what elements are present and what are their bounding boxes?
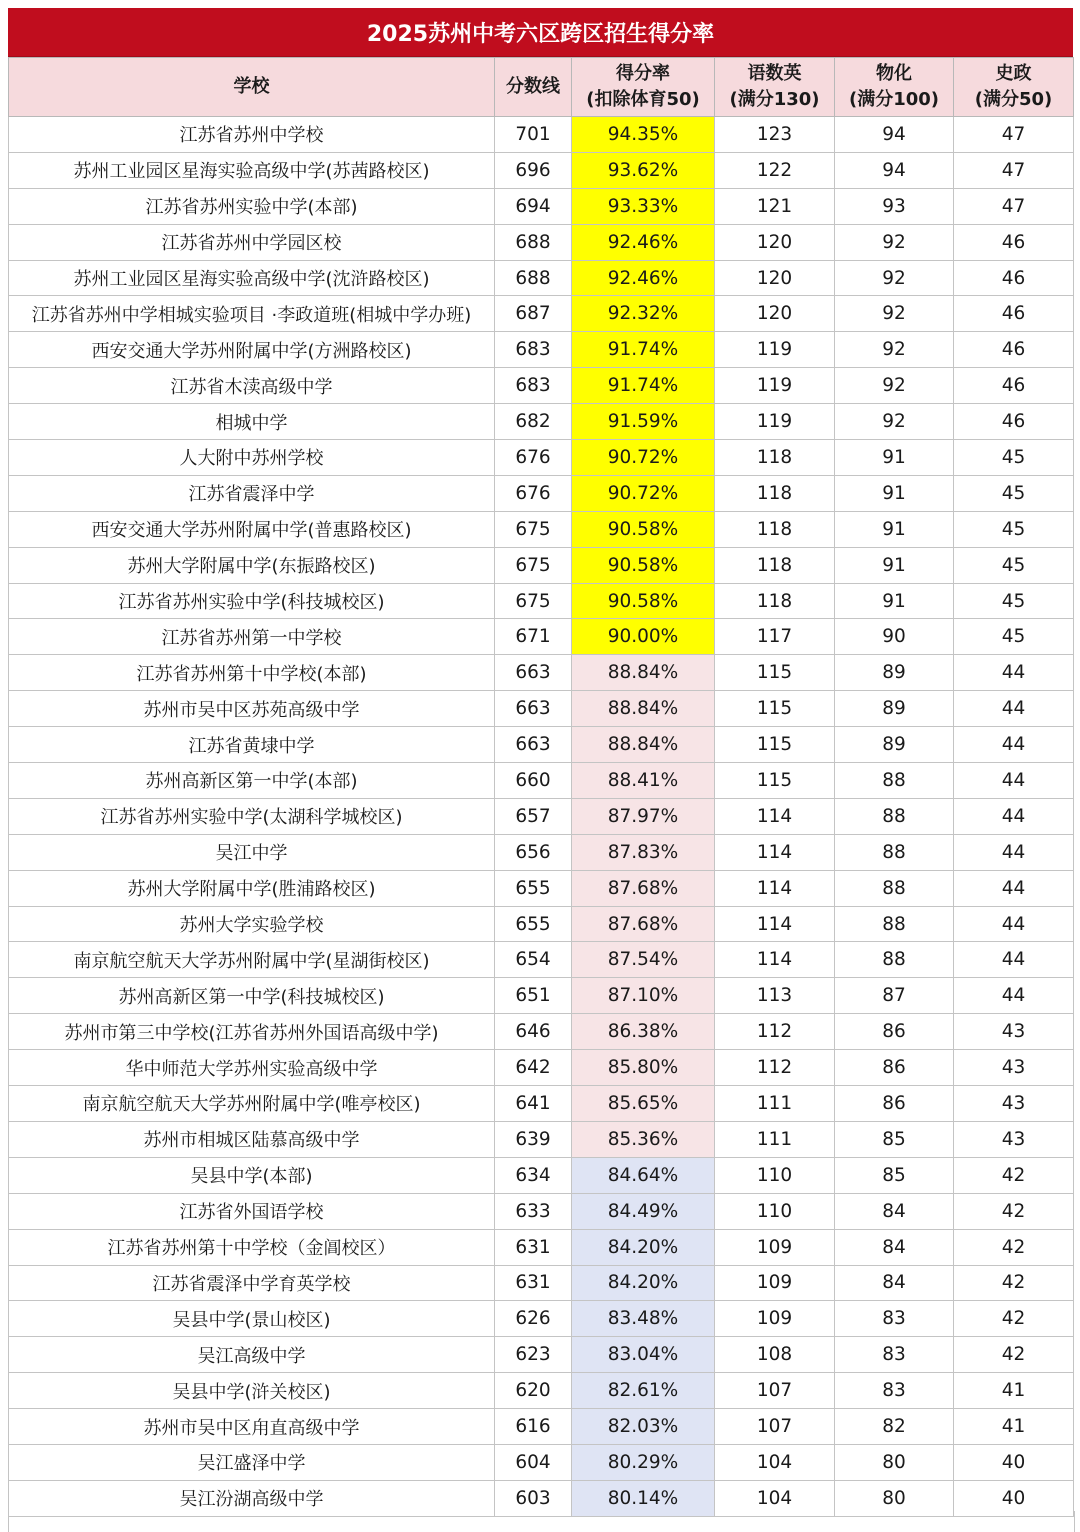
chinese-math-english-cell: 118 — [715, 440, 835, 476]
score-cell: 654 — [495, 942, 572, 978]
physics-chemistry-cell: 84 — [835, 1265, 954, 1301]
school-cell: 南京航空航天大学苏州附属中学(星湖街校区) — [9, 942, 495, 978]
history-politics-cell: 44 — [954, 655, 1074, 691]
history-politics-cell: 42 — [954, 1229, 1074, 1265]
chinese-math-english-cell: 115 — [715, 655, 835, 691]
physics-chemistry-cell: 93 — [835, 188, 954, 224]
chinese-math-english-cell: 109 — [715, 1301, 835, 1337]
physics-chemistry-cell: 86 — [835, 1050, 954, 1086]
table-row — [9, 296, 1074, 332]
history-politics-cell: 45 — [954, 619, 1074, 655]
header-row — [9, 58, 1074, 117]
chinese-math-english-cell: 108 — [715, 1337, 835, 1373]
history-politics-cell: 44 — [954, 978, 1074, 1014]
rate-cell: 84.49% — [572, 1193, 715, 1229]
header-score: 分数线 — [495, 58, 572, 117]
score-cell: 603 — [495, 1480, 572, 1516]
table-row — [9, 404, 1074, 440]
history-politics-cell: 43 — [954, 1014, 1074, 1050]
history-politics-cell: 46 — [954, 368, 1074, 404]
chinese-math-english-cell: 114 — [715, 798, 835, 834]
history-politics-cell: 43 — [954, 1086, 1074, 1122]
chinese-math-english-cell: 114 — [715, 834, 835, 870]
table-row — [9, 1373, 1074, 1409]
school-cell: 吴江盛泽中学 — [9, 1444, 495, 1480]
rate-cell: 88.41% — [572, 763, 715, 799]
chinese-math-english-cell: 110 — [715, 1157, 835, 1193]
table-row — [9, 727, 1074, 763]
history-politics-cell: 42 — [954, 1193, 1074, 1229]
header-chinese-math-english — [715, 58, 835, 117]
score-cell: 616 — [495, 1409, 572, 1445]
history-politics-cell: 44 — [954, 942, 1074, 978]
chinese-math-english-cell: 120 — [715, 296, 835, 332]
score-cell: 701 — [495, 117, 572, 153]
header-history-politics — [954, 58, 1074, 117]
history-politics-cell: 46 — [954, 404, 1074, 440]
school-cell: 江苏省外国语学校 — [9, 1193, 495, 1229]
school-cell: 江苏省木渎高级中学 — [9, 368, 495, 404]
table-row — [9, 1301, 1074, 1337]
table-row — [9, 1014, 1074, 1050]
rate-cell: 83.48% — [572, 1301, 715, 1337]
table-row — [9, 834, 1074, 870]
table-row — [9, 511, 1074, 547]
table-row — [9, 547, 1074, 583]
physics-chemistry-cell: 80 — [835, 1480, 954, 1516]
history-politics-cell: 46 — [954, 332, 1074, 368]
table-title: 2025苏州中考六区跨区招生得分率 — [8, 8, 1073, 57]
score-table — [8, 57, 1074, 1517]
header-hp-line2: (满分50) — [974, 89, 1053, 110]
school-cell: 苏州市吴中区苏苑高级中学 — [9, 691, 495, 727]
chinese-math-english-cell: 112 — [715, 1050, 835, 1086]
physics-chemistry-cell: 84 — [835, 1193, 954, 1229]
school-cell: 吴江中学 — [9, 834, 495, 870]
chinese-math-english-cell: 120 — [715, 260, 835, 296]
rate-cell: 90.72% — [572, 475, 715, 511]
rate-cell: 92.32% — [572, 296, 715, 332]
score-cell: 646 — [495, 1014, 572, 1050]
history-politics-cell: 44 — [954, 906, 1074, 942]
physics-chemistry-cell: 83 — [835, 1337, 954, 1373]
rate-cell: 85.36% — [572, 1121, 715, 1157]
rate-cell: 91.74% — [572, 368, 715, 404]
table-body — [9, 117, 1074, 1517]
chinese-math-english-cell: 115 — [715, 727, 835, 763]
physics-chemistry-cell: 94 — [835, 152, 954, 188]
rate-cell: 83.04% — [572, 1337, 715, 1373]
rate-cell: 87.97% — [572, 798, 715, 834]
school-cell: 西安交通大学苏州附属中学(普惠路校区) — [9, 511, 495, 547]
rate-cell: 87.68% — [572, 870, 715, 906]
school-cell: 江苏省苏州第十中学校（金阊校区） — [9, 1229, 495, 1265]
history-politics-cell: 44 — [954, 763, 1074, 799]
physics-chemistry-cell: 88 — [835, 798, 954, 834]
physics-chemistry-cell: 85 — [835, 1121, 954, 1157]
history-politics-cell: 40 — [954, 1444, 1074, 1480]
physics-chemistry-cell: 89 — [835, 691, 954, 727]
rate-cell: 93.62% — [572, 152, 715, 188]
chinese-math-english-cell: 118 — [715, 547, 835, 583]
physics-chemistry-cell: 82 — [835, 1409, 954, 1445]
table-row — [9, 870, 1074, 906]
rate-cell: 80.29% — [572, 1444, 715, 1480]
history-politics-cell: 41 — [954, 1409, 1074, 1445]
table-row — [9, 655, 1074, 691]
table-row — [9, 1265, 1074, 1301]
header-pc-line2: (满分100) — [848, 89, 940, 110]
chinese-math-english-cell: 118 — [715, 511, 835, 547]
chinese-math-english-cell: 104 — [715, 1444, 835, 1480]
history-politics-cell: 45 — [954, 583, 1074, 619]
score-cell: 682 — [495, 404, 572, 440]
chinese-math-english-cell: 119 — [715, 404, 835, 440]
history-politics-cell: 42 — [954, 1265, 1074, 1301]
table-row — [9, 1409, 1074, 1445]
score-cell: 676 — [495, 440, 572, 476]
school-cell: 江苏省苏州中学相城实验项目 ·李政道班(相城中学办班) — [9, 296, 495, 332]
score-cell: 641 — [495, 1086, 572, 1122]
history-politics-cell: 41 — [954, 1373, 1074, 1409]
chinese-math-english-cell: 119 — [715, 332, 835, 368]
score-cell: 683 — [495, 368, 572, 404]
chinese-math-english-cell: 104 — [715, 1480, 835, 1516]
header-pc-line1: 物化 — [876, 63, 912, 84]
school-cell: 江苏省苏州第一中学校 — [9, 619, 495, 655]
table-row — [9, 1050, 1074, 1086]
history-politics-cell: 46 — [954, 260, 1074, 296]
history-politics-cell: 47 — [954, 188, 1074, 224]
table-row — [9, 1121, 1074, 1157]
chinese-math-english-cell: 109 — [715, 1229, 835, 1265]
chinese-math-english-cell: 114 — [715, 906, 835, 942]
physics-chemistry-cell: 86 — [835, 1086, 954, 1122]
rate-cell: 93.33% — [572, 188, 715, 224]
score-cell: 639 — [495, 1121, 572, 1157]
history-politics-cell: 43 — [954, 1050, 1074, 1086]
chinese-math-english-cell: 115 — [715, 763, 835, 799]
header-school: 学校 — [9, 58, 495, 117]
score-cell: 634 — [495, 1157, 572, 1193]
school-cell: 江苏省震泽中学育英学校 — [9, 1265, 495, 1301]
score-cell: 656 — [495, 834, 572, 870]
score-cell: 675 — [495, 511, 572, 547]
school-cell: 苏州高新区第一中学(科技城校区) — [9, 978, 495, 1014]
school-cell: 吴县中学(浒关校区) — [9, 1373, 495, 1409]
chinese-math-english-cell: 121 — [715, 188, 835, 224]
physics-chemistry-cell: 91 — [835, 440, 954, 476]
chinese-math-english-cell: 109 — [715, 1265, 835, 1301]
school-cell: 吴县中学(本部) — [9, 1157, 495, 1193]
history-politics-cell: 42 — [954, 1337, 1074, 1373]
history-politics-cell: 42 — [954, 1301, 1074, 1337]
header-physics-chemistry — [835, 58, 954, 117]
score-cell: 626 — [495, 1301, 572, 1337]
rate-cell: 91.59% — [572, 404, 715, 440]
physics-chemistry-cell: 91 — [835, 583, 954, 619]
rate-cell: 90.58% — [572, 547, 715, 583]
rate-cell: 90.72% — [572, 440, 715, 476]
physics-chemistry-cell: 90 — [835, 619, 954, 655]
table-row — [9, 117, 1074, 153]
school-cell: 华中师范大学苏州实验高级中学 — [9, 1050, 495, 1086]
rate-cell: 85.65% — [572, 1086, 715, 1122]
rate-cell: 92.46% — [572, 224, 715, 260]
score-cell: 687 — [495, 296, 572, 332]
rate-cell: 84.20% — [572, 1229, 715, 1265]
physics-chemistry-cell: 88 — [835, 834, 954, 870]
chinese-math-english-cell: 114 — [715, 870, 835, 906]
history-politics-cell: 44 — [954, 834, 1074, 870]
school-cell: 苏州大学实验学校 — [9, 906, 495, 942]
rate-cell: 90.58% — [572, 583, 715, 619]
physics-chemistry-cell: 89 — [835, 727, 954, 763]
score-cell: 688 — [495, 260, 572, 296]
physics-chemistry-cell: 91 — [835, 511, 954, 547]
chinese-math-english-cell: 111 — [715, 1121, 835, 1157]
score-cell: 631 — [495, 1265, 572, 1301]
rate-cell: 80.14% — [572, 1480, 715, 1516]
school-cell: 吴县中学(景山校区) — [9, 1301, 495, 1337]
school-cell: 相城中学 — [9, 404, 495, 440]
physics-chemistry-cell: 92 — [835, 260, 954, 296]
school-cell: 吴江高级中学 — [9, 1337, 495, 1373]
rate-cell: 87.68% — [572, 906, 715, 942]
header-hp-line1: 史政 — [995, 63, 1032, 84]
physics-chemistry-cell: 80 — [835, 1444, 954, 1480]
school-cell: 苏州工业园区星海实验高级中学(苏茜路校区) — [9, 152, 495, 188]
table-row — [9, 152, 1074, 188]
table-row — [9, 691, 1074, 727]
history-politics-cell: 44 — [954, 727, 1074, 763]
table-row — [9, 798, 1074, 834]
history-politics-cell: 45 — [954, 475, 1074, 511]
table-row — [9, 906, 1074, 942]
table-row — [9, 583, 1074, 619]
chinese-math-english-cell: 114 — [715, 942, 835, 978]
physics-chemistry-cell: 92 — [835, 296, 954, 332]
physics-chemistry-cell: 92 — [835, 368, 954, 404]
school-cell: 江苏省苏州中学校 — [9, 117, 495, 153]
score-cell: 623 — [495, 1337, 572, 1373]
chinese-math-english-cell: 115 — [715, 691, 835, 727]
history-politics-cell: 45 — [954, 547, 1074, 583]
rate-cell: 87.83% — [572, 834, 715, 870]
physics-chemistry-cell: 83 — [835, 1301, 954, 1337]
rate-cell: 87.54% — [572, 942, 715, 978]
table-row — [9, 368, 1074, 404]
school-cell: 江苏省黄埭中学 — [9, 727, 495, 763]
score-cell: 683 — [495, 332, 572, 368]
school-cell: 苏州市吴中区甪直高级中学 — [9, 1409, 495, 1445]
rate-cell: 85.80% — [572, 1050, 715, 1086]
school-cell: 苏州大学附属中学(东振路校区) — [9, 547, 495, 583]
table-row — [9, 978, 1074, 1014]
school-cell: 江苏省苏州中学园区校 — [9, 224, 495, 260]
chinese-math-english-cell: 113 — [715, 978, 835, 1014]
rate-cell: 82.03% — [572, 1409, 715, 1445]
school-cell: 江苏省苏州第十中学校(本部) — [9, 655, 495, 691]
history-politics-cell: 43 — [954, 1121, 1074, 1157]
score-cell: 604 — [495, 1444, 572, 1480]
physics-chemistry-cell: 88 — [835, 870, 954, 906]
physics-chemistry-cell: 88 — [835, 906, 954, 942]
table-row — [9, 224, 1074, 260]
rate-cell: 84.64% — [572, 1157, 715, 1193]
score-cell: 655 — [495, 870, 572, 906]
school-cell: 江苏省苏州实验中学(科技城校区) — [9, 583, 495, 619]
table-row — [9, 1444, 1074, 1480]
chinese-math-english-cell: 111 — [715, 1086, 835, 1122]
physics-chemistry-cell: 89 — [835, 655, 954, 691]
rate-cell: 84.20% — [572, 1265, 715, 1301]
header-rate — [572, 58, 715, 117]
table-row — [9, 1086, 1074, 1122]
score-cell: 688 — [495, 224, 572, 260]
rate-cell: 90.58% — [572, 511, 715, 547]
physics-chemistry-cell: 94 — [835, 117, 954, 153]
rate-cell: 88.84% — [572, 655, 715, 691]
history-politics-cell: 46 — [954, 224, 1074, 260]
score-cell: 675 — [495, 583, 572, 619]
school-cell: 苏州工业园区星海实验高级中学(沈浒路校区) — [9, 260, 495, 296]
school-cell: 苏州大学附属中学(胜浦路校区) — [9, 870, 495, 906]
history-politics-cell: 44 — [954, 798, 1074, 834]
history-politics-cell: 42 — [954, 1157, 1074, 1193]
school-cell: 江苏省苏州实验中学(太湖科学城校区) — [9, 798, 495, 834]
score-cell: 663 — [495, 691, 572, 727]
score-cell: 633 — [495, 1193, 572, 1229]
score-cell: 676 — [495, 475, 572, 511]
chinese-math-english-cell: 107 — [715, 1409, 835, 1445]
header-cme-line1: 语数英 — [747, 63, 802, 84]
chinese-math-english-cell: 110 — [715, 1193, 835, 1229]
chinese-math-english-cell: 122 — [715, 152, 835, 188]
rate-cell: 91.74% — [572, 332, 715, 368]
table-row — [9, 440, 1074, 476]
score-cell: 631 — [495, 1229, 572, 1265]
score-cell: 651 — [495, 978, 572, 1014]
table-row — [9, 475, 1074, 511]
school-cell: 人大附中苏州学校 — [9, 440, 495, 476]
score-cell: 642 — [495, 1050, 572, 1086]
chinese-math-english-cell: 117 — [715, 619, 835, 655]
school-cell: 苏州高新区第一中学(本部) — [9, 763, 495, 799]
rate-cell: 82.61% — [572, 1373, 715, 1409]
score-cell: 696 — [495, 152, 572, 188]
school-cell: 吴江汾湖高级中学 — [9, 1480, 495, 1516]
physics-chemistry-cell: 85 — [835, 1157, 954, 1193]
rate-cell: 88.84% — [572, 691, 715, 727]
chinese-math-english-cell: 107 — [715, 1373, 835, 1409]
physics-chemistry-cell: 92 — [835, 404, 954, 440]
score-cell: 657 — [495, 798, 572, 834]
score-table-sheet — [8, 8, 1073, 1517]
rate-cell: 94.35% — [572, 117, 715, 153]
physics-chemistry-cell: 92 — [835, 332, 954, 368]
school-cell: 南京航空航天大学苏州附属中学(唯亭校区) — [9, 1086, 495, 1122]
score-cell: 671 — [495, 619, 572, 655]
physics-chemistry-cell: 88 — [835, 763, 954, 799]
score-cell: 663 — [495, 655, 572, 691]
table-row — [9, 1337, 1074, 1373]
history-politics-cell: 44 — [954, 870, 1074, 906]
physics-chemistry-cell: 86 — [835, 1014, 954, 1050]
table-footer-space — [8, 1511, 1075, 1532]
table-row — [9, 332, 1074, 368]
table-row — [9, 763, 1074, 799]
chinese-math-english-cell: 119 — [715, 368, 835, 404]
physics-chemistry-cell: 91 — [835, 547, 954, 583]
table-row — [9, 188, 1074, 224]
history-politics-cell: 46 — [954, 296, 1074, 332]
physics-chemistry-cell: 92 — [835, 224, 954, 260]
school-cell: 苏州市第三中学校(江苏省苏州外国语高级中学) — [9, 1014, 495, 1050]
table-row — [9, 260, 1074, 296]
header-rate-line1: 得分率 — [616, 63, 670, 84]
school-cell: 江苏省苏州实验中学(本部) — [9, 188, 495, 224]
chinese-math-english-cell: 120 — [715, 224, 835, 260]
rate-cell: 86.38% — [572, 1014, 715, 1050]
physics-chemistry-cell: 87 — [835, 978, 954, 1014]
chinese-math-english-cell: 118 — [715, 475, 835, 511]
school-cell: 西安交通大学苏州附属中学(方洲路校区) — [9, 332, 495, 368]
chinese-math-english-cell: 112 — [715, 1014, 835, 1050]
physics-chemistry-cell: 83 — [835, 1373, 954, 1409]
chinese-math-english-cell: 118 — [715, 583, 835, 619]
school-cell: 苏州市相城区陆慕高级中学 — [9, 1121, 495, 1157]
score-cell: 663 — [495, 727, 572, 763]
history-politics-cell: 47 — [954, 117, 1074, 153]
history-politics-cell: 45 — [954, 440, 1074, 476]
score-cell: 660 — [495, 763, 572, 799]
rate-cell: 90.00% — [572, 619, 715, 655]
history-politics-cell: 40 — [954, 1480, 1074, 1516]
header-cme-line2: (满分130) — [729, 89, 820, 110]
score-cell: 694 — [495, 188, 572, 224]
history-politics-cell: 44 — [954, 691, 1074, 727]
score-cell: 655 — [495, 906, 572, 942]
score-cell: 620 — [495, 1373, 572, 1409]
history-politics-cell: 45 — [954, 511, 1074, 547]
rate-cell: 92.46% — [572, 260, 715, 296]
table-row — [9, 1157, 1074, 1193]
table-row — [9, 619, 1074, 655]
history-politics-cell: 47 — [954, 152, 1074, 188]
table-row — [9, 942, 1074, 978]
physics-chemistry-cell: 88 — [835, 942, 954, 978]
school-cell: 江苏省震泽中学 — [9, 475, 495, 511]
rate-cell: 87.10% — [572, 978, 715, 1014]
rate-cell: 88.84% — [572, 727, 715, 763]
score-cell: 675 — [495, 547, 572, 583]
table-row — [9, 1193, 1074, 1229]
physics-chemistry-cell: 91 — [835, 475, 954, 511]
table-row — [9, 1229, 1074, 1265]
chinese-math-english-cell: 123 — [715, 117, 835, 153]
header-rate-line2: (扣除体育50) — [586, 89, 700, 110]
physics-chemistry-cell: 84 — [835, 1229, 954, 1265]
